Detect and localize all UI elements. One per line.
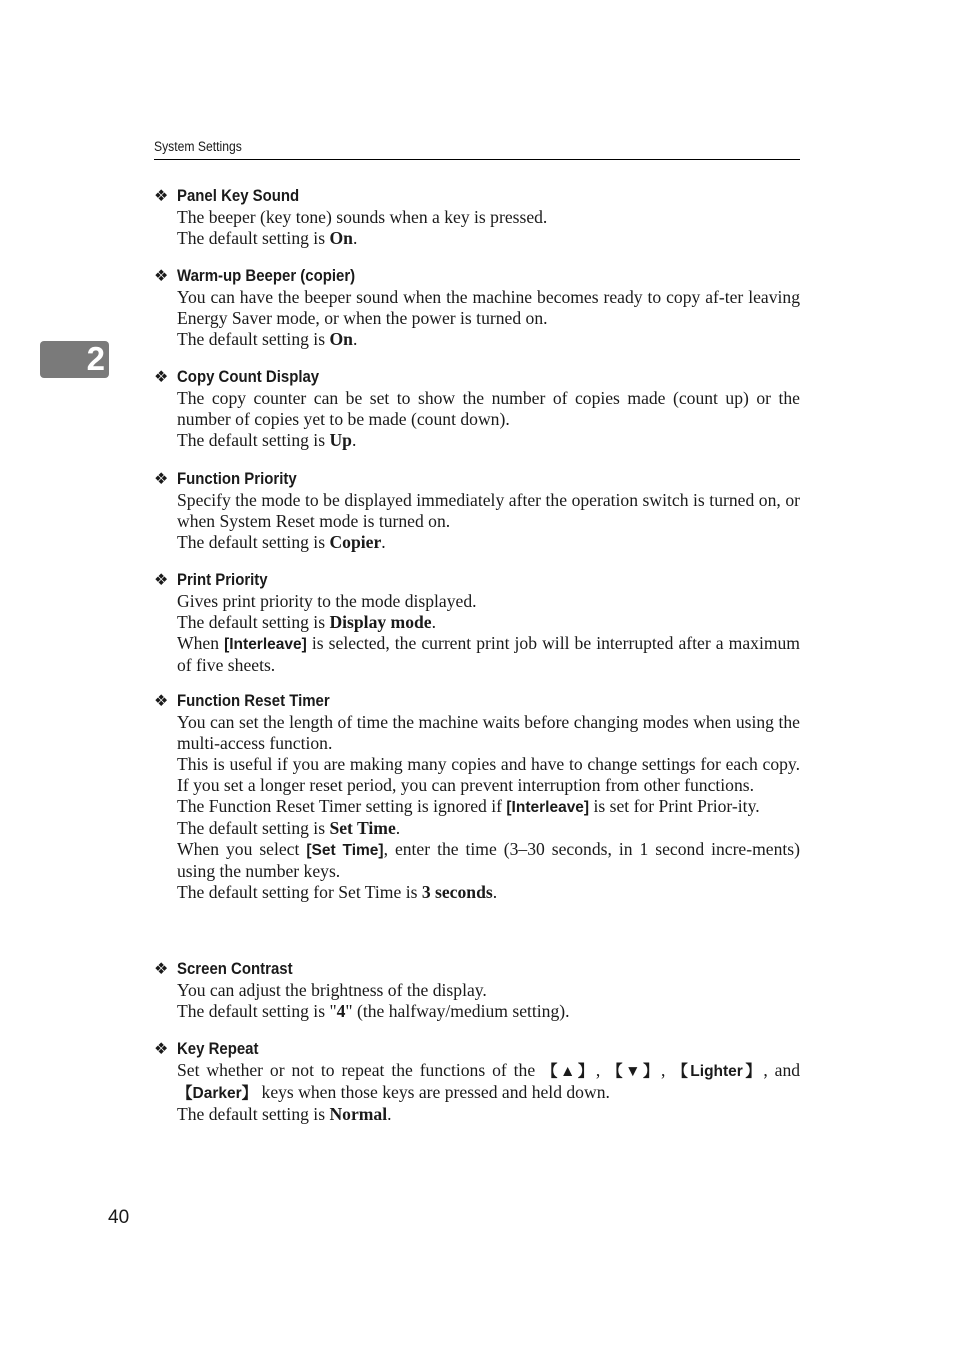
paragraph: You can have the beeper sound when the machine becomes ready to copy af-ter leaving Energy Saver mode, or when the power is turned on. — [177, 287, 800, 328]
section-body — [177, 980, 800, 1022]
chapter-tab — [40, 341, 109, 378]
diamond-bullet-icon: ❖ — [154, 1041, 169, 1058]
default-setting: The default setting is On. — [177, 329, 358, 349]
key-label-lighter: 【Lighter】 — [672, 1063, 764, 1080]
section-body — [177, 207, 800, 249]
key-label-darker: 【Darker】 — [177, 1085, 258, 1102]
key-label-set-time: [Set Time] — [306, 842, 384, 859]
default-setting: The default setting is Copier. — [177, 532, 386, 552]
section-heading: ❖ Copy Count Display — [154, 366, 800, 388]
diamond-bullet-icon: ❖ — [154, 961, 169, 978]
diamond-bullet-icon: ❖ — [154, 693, 169, 710]
section-body — [177, 591, 800, 676]
paragraph: The beeper (key tone) sounds when a key is pressed. — [177, 207, 548, 227]
key-label-interleave: [Interleave] — [506, 799, 590, 816]
default-setting: The default setting is Up. — [177, 430, 357, 450]
section-body — [177, 287, 800, 350]
paragraph: This is useful if you are making many copies and have to change settings for each copy. If you set a longer reset period, you can prevent interruption from other functions. — [177, 754, 800, 795]
paragraph: When you select [Set Time], enter the time (3–30 seconds, in 1 second incre-ments) using the number keys. — [177, 839, 800, 881]
section-heading: ❖ Print Priority — [154, 569, 800, 591]
chapter-number: 2 — [86, 340, 105, 377]
paragraph: Gives print priority to the mode displayed. — [177, 591, 477, 611]
section-function-priority — [154, 468, 800, 553]
default-setting: The default setting is Set Time. — [177, 818, 401, 838]
section-panel-key-sound — [154, 185, 800, 249]
key-label-up-arrow: 【▲】 — [542, 1063, 596, 1080]
diamond-bullet-icon: ❖ — [154, 188, 169, 205]
running-header-title: System Settings — [154, 139, 242, 154]
default-setting: The default setting for Set Time is 3 seconds. — [177, 882, 498, 902]
section-warmup-beeper — [154, 265, 800, 350]
section-key-repeat — [154, 1038, 800, 1125]
section-body — [177, 1060, 800, 1125]
default-setting: The default setting is "4" (the halfway/medium setting). — [177, 1001, 570, 1021]
diamond-bullet-icon: ❖ — [154, 572, 169, 589]
section-function-reset-timer — [154, 690, 800, 903]
section-body — [177, 712, 800, 903]
section-screen-contrast — [154, 958, 800, 1022]
section-copy-count-display — [154, 366, 800, 451]
section-heading: ❖ Key Repeat — [154, 1038, 800, 1060]
paragraph: You can set the length of time the machine waits before changing modes when using the multi-access function. — [177, 712, 800, 753]
section-heading: ❖ Function Reset Timer — [154, 690, 800, 712]
default-setting: The default setting is Normal. — [177, 1104, 392, 1124]
default-setting: The default setting is Display mode. — [177, 612, 437, 632]
diamond-bullet-icon: ❖ — [154, 369, 169, 386]
section-heading: ❖ Function Priority — [154, 468, 800, 490]
section-body — [177, 490, 800, 553]
diamond-bullet-icon: ❖ — [154, 268, 169, 285]
paragraph: The Function Reset Timer setting is ignored if [Interleave] is set for Print Prior-ity. — [177, 796, 760, 816]
section-heading: ❖ Screen Contrast — [154, 958, 800, 980]
section-heading: ❖ Panel Key Sound — [154, 185, 800, 207]
section-heading: ❖ Warm-up Beeper (copier) — [154, 265, 800, 287]
running-header — [154, 139, 800, 160]
default-setting: The default setting is On. — [177, 228, 358, 248]
paragraph: When [Interleave] is selected, the current print job will be interrupted after a maximum of five sheets. — [177, 633, 800, 675]
key-label-down-arrow: 【▼】 — [607, 1063, 662, 1080]
section-body — [177, 388, 800, 451]
page-number: 40 — [108, 1207, 130, 1228]
section-print-priority — [154, 569, 800, 676]
paragraph: Set whether or not to repeat the functions of the 【▲】, 【▼】, 【Lighter】, and 【Darker】 keys when those keys are pressed and held down. — [177, 1060, 801, 1102]
paragraph: The copy counter can be set to show the number of copies made (count up) or the number of copies yet to be made (count down). — [177, 388, 800, 429]
diamond-bullet-icon: ❖ — [154, 471, 169, 488]
paragraph: Specify the mode to be displayed immediately after the operation switch is turned on, or when System Reset mode is turned on. — [177, 490, 800, 531]
key-label-interleave: [Interleave] — [224, 636, 307, 653]
paragraph: You can adjust the brightness of the display. — [177, 980, 487, 1000]
